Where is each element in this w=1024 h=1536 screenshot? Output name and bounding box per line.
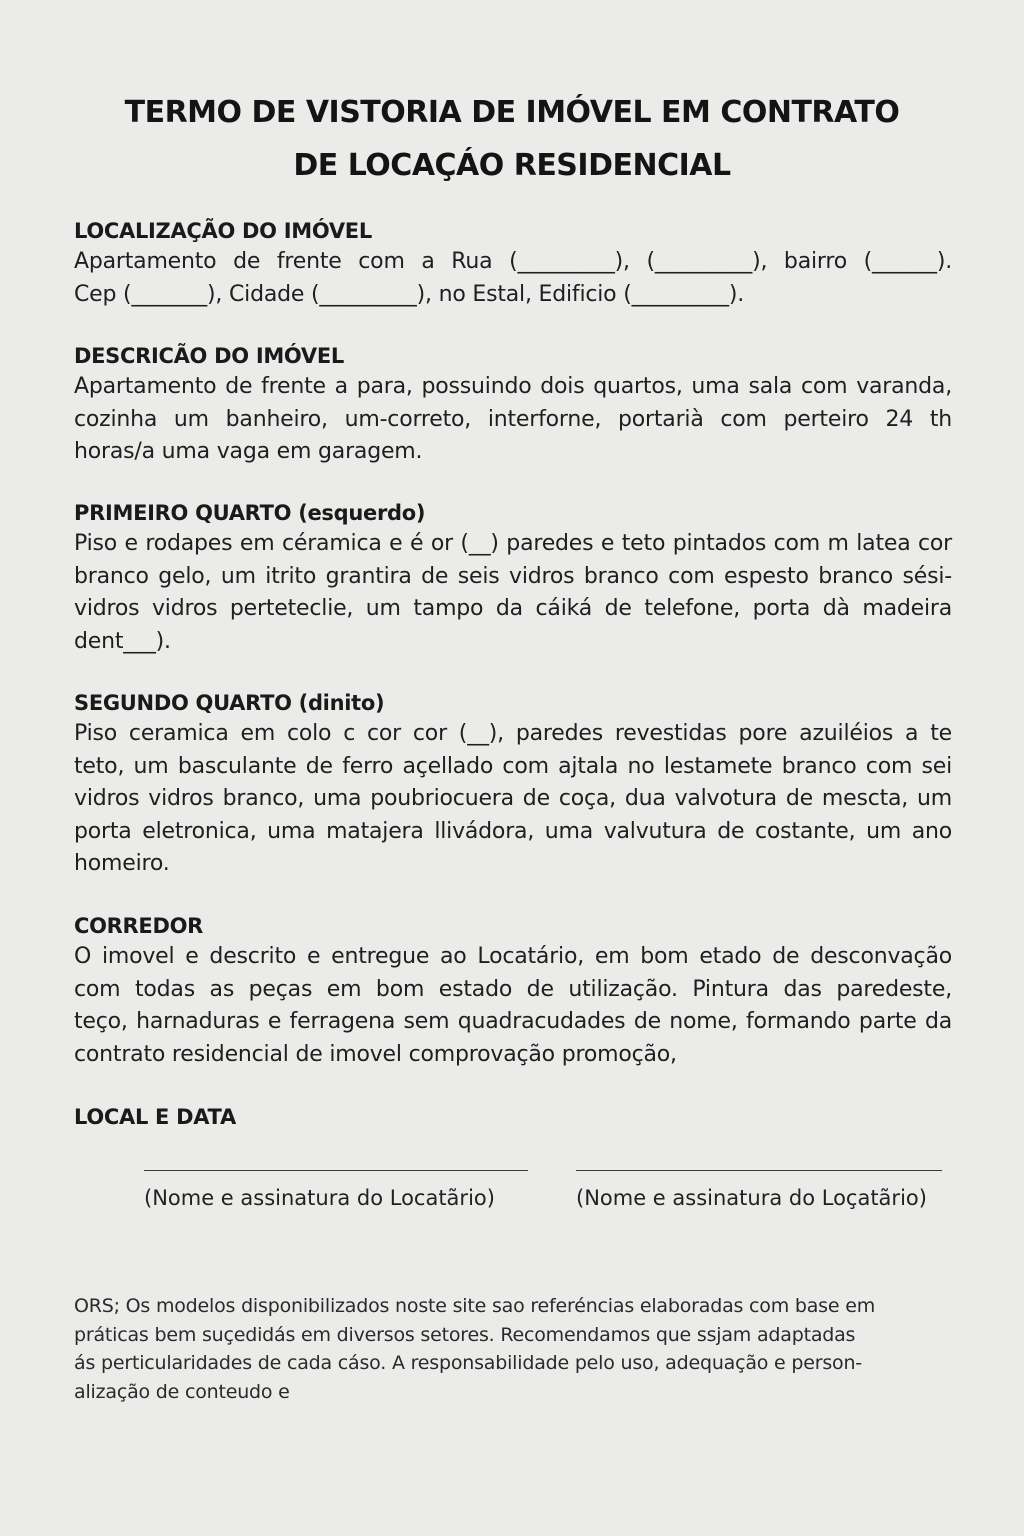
disclaimer-footnote <box>74 1292 954 1406</box>
section-heading: CORREDOR <box>74 914 204 938</box>
body-line: branco gelo, um itrito grantira de seis vidros branco com espesto branco sési- <box>74 563 952 589</box>
section-primeiro-quarto <box>74 498 952 658</box>
section-descricao <box>74 341 952 469</box>
title-line-1: TERMO DE VISTORIA DE IMÓVEL EM CONTRATO <box>124 95 900 130</box>
body-line: horas/a uma vaga em garagem. <box>74 439 423 464</box>
section-segundo-quarto <box>74 688 952 881</box>
body-line: Cep (_______), Cidade (_________), no Estal, Edificio (_________). <box>74 281 744 307</box>
body-line: cozinha um banheiro, um-correto, interforne, portarià com perteiro 24 th <box>74 406 952 432</box>
section-body <box>74 246 952 311</box>
section-heading: DESCRICÃO DO IMÓVEL <box>74 344 344 368</box>
section-localizacao <box>74 216 952 311</box>
body-line: contrato residencial de imovel comprovação promoção, <box>74 1041 677 1067</box>
footnote-line: ás perticularidades de cada cáso. A responsabilidade pelo uso, adequação e person- <box>74 1352 862 1374</box>
section-local-data <box>74 1102 952 1132</box>
section-heading: SEGUNDO QUARTO (dinito) <box>74 691 385 715</box>
section-body <box>74 371 952 469</box>
body-line: Apartamento de frente a para, possuindo dois quartos, uma sala com varanda, <box>74 374 952 399</box>
signature-block-left <box>144 1170 528 1213</box>
signature-line <box>144 1170 528 1171</box>
document-title <box>60 86 964 192</box>
signature-block-right <box>576 1170 942 1213</box>
body-line: O imovel e descrito e entregue ao Locatário, em bom etado de desconvação <box>74 944 952 969</box>
body-line: vidros vidros branco, uma poubriocuera de coça, dua valvotura de mescta, um <box>74 786 952 811</box>
footnote-line: ORS; Os modelos disponibilizados noste site sao referéncias elaboradas com base em <box>74 1295 875 1317</box>
body-line: teço, harnaduras e ferragena sem quadracudades de nome, formando parte da <box>74 1009 952 1034</box>
body-line: homeiro. <box>74 851 170 876</box>
section-heading: PRIMEIRO QUARTO (esquerdo) <box>74 501 426 525</box>
body-line: dent___). <box>74 628 171 654</box>
body-line: porta eletronica, uma matajera llivádora, uma valvutura de costante, um ano <box>74 818 952 844</box>
section-heading: LOCAL E DATA <box>74 1105 236 1129</box>
signature-caption: (Nome e assinatura do Locatãrio) <box>144 1186 495 1210</box>
body-line: teto, um basculante de ferro açellado com ajtala no lestamete branco com sei <box>74 753 952 779</box>
body-line: Apartamento de frente com a Rua (_________), (_________), bairro (______). <box>74 249 952 274</box>
section-heading: LOCALIZAÇÃO DO IMÓVEL <box>74 219 372 243</box>
section-body <box>74 528 952 658</box>
signature-line <box>576 1170 942 1171</box>
body-line: Piso ceramica em colo c cor cor (__), paredes revestidas pore azuiléios a te <box>74 721 952 746</box>
section-corredor <box>74 911 952 1071</box>
signature-caption: (Nome e assinatura do Loçatãrio) <box>576 1186 927 1210</box>
section-body <box>74 941 952 1071</box>
title-line-2: DE LOCAÇÁO RESIDENCIAL <box>293 148 731 183</box>
body-line: vidros vidros perteteclie, um tampo da cáiká de telefone, porta dà madeira <box>74 596 952 621</box>
body-line: com todas as peças em bom estado de utilização. Pintura das paredeste, <box>74 976 952 1002</box>
body-line: Piso e rodapes em céramica e é or (__) paredes e teto pintados com m latea cor <box>74 531 952 556</box>
footnote-line: alização de conteudo e <box>74 1380 290 1403</box>
section-body <box>74 718 952 881</box>
footnote-line: práticas bem suçedidás em diversos setores. Recomendamos que ssjam adaptadas <box>74 1323 856 1346</box>
